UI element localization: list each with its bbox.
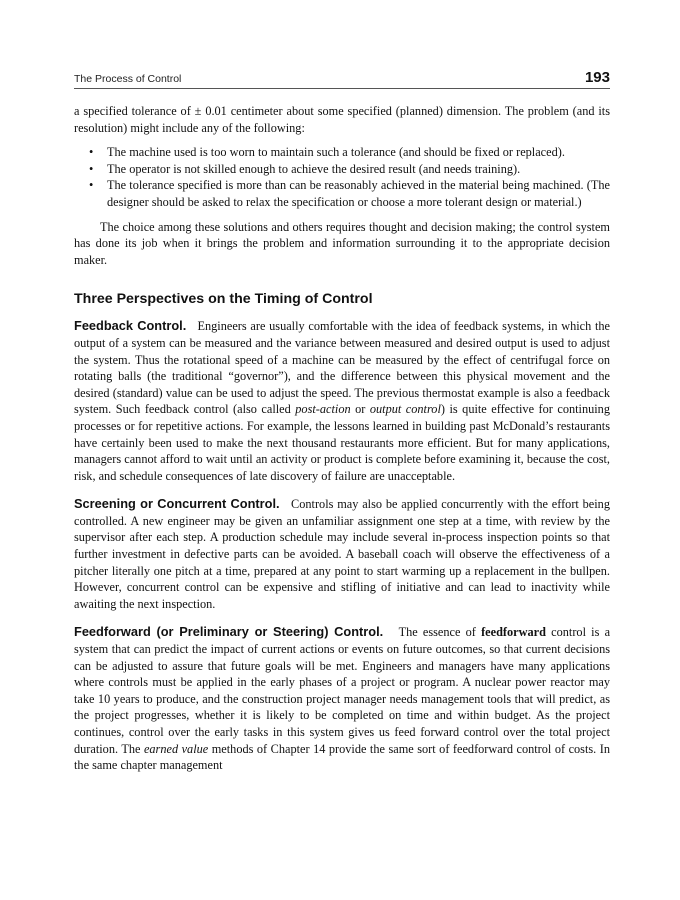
intro-continuation: a specified tolerance of ± 0.01 centimeter about some specified (planned) dimension. The problem (and its resolution) might include any of the following:: [74, 104, 610, 135]
bullet-icon: •: [89, 178, 94, 193]
feedback-runin-heading: Feedback Control.: [74, 318, 187, 334]
bullet-icon: •: [89, 145, 94, 160]
section-heading: Three Perspectives on the Timing of Control: [74, 291, 373, 308]
chapter-title: The Process of Control: [74, 73, 182, 85]
bullet-list: [74, 144, 610, 210]
header-rule: [74, 88, 610, 89]
feedforward-runin-heading: Feedforward (or Preliminary or Steering) Control.: [74, 624, 384, 640]
body-text: [74, 103, 610, 774]
list-item: • The tolerance specified is more than can be reasonably achieved in the material being machined. (The designer should be asked to relax the specification or choose a more tolerant design or material.): [89, 178, 610, 209]
screening-runin-heading: Screening or Concurrent Control.: [74, 496, 280, 512]
page-number: 193: [584, 69, 610, 86]
feedback-paragraph: Feedback Control. Engineers are usually comfortable with the idea of feedback systems, in which the output of a system can be measured and the variance between measured and desired output is used to adjust the system. Thus the rotational speed of a machine can be measured by the effect of centrifugal force on rotating balls (the traditional “governor”), and the difference between this physical movement and the desired (standard) value can be used to adjust the speed. The previous thermostat example is also a feedback system. Such feedback control (also called post-action or output control) is quite effective for continuing processes or for repetitive actions. For example, the lessons learned in building past McDonald’s restaurants have certainly been used to make the next thousand restaurants more efficient. But for many applications, managers cannot afford to wait until an activity or product is complete before examining it, because the cost, risk, and schedule consequences of late discovery of failure are unacceptable.: [74, 318, 611, 483]
intro-closing: The choice among these solutions and others requires thought and decision making; the control system has done its job when it brings the problem and information surrounding it to the appropriate decision maker.: [74, 219, 610, 267]
screening-paragraph: Screening or Concurrent Control. Controls may also be applied concurrently with the effort being controlled. A new engineer may be given an unfamiliar assignment one step at a time, with review by the supervisor after each step. A production schedule may include several in-process inspection points so that further investment in defective parts can be avoided. A baseball coach will observe the effectiveness of a pitcher literally one pitch at a time, prepared at any point to start warming up a replacement in the bullpen. However, concurrent control can be expensive and stifling of initiative and can lead to inactivity while awaiting the next inspection.: [74, 496, 610, 611]
bullet-icon: •: [89, 161, 94, 176]
list-item: • The machine used is too worn to maintain such a tolerance (and should be fixed or replaced).: [89, 145, 565, 160]
running-head: [74, 70, 610, 88]
list-item: • The operator is not skilled enough to achieve the desired result (and needs training).: [89, 161, 521, 176]
feedforward-paragraph: Feedforward (or Preliminary or Steering) Control. The essence of feedforward control is a system that can predict the impact of current actions or events on future outcomes, so that current decisions can be adjusted to assure that future goals will be met. Engineers and managers have many applications where controls must be applied in the early phases of a project or program. A nuclear power reactor may take 10 years to produce, and the construction project manager needs management tools that will predict, as the project progresses, whether it is likely to be completed on time and within budget. As the project continues, control over the early tasks in this system gives us feed forward control over the total project duration. The earned value methods of Chapter 14 provide the same sort of feedforward control of costs. In the same chapter management: [74, 624, 611, 773]
